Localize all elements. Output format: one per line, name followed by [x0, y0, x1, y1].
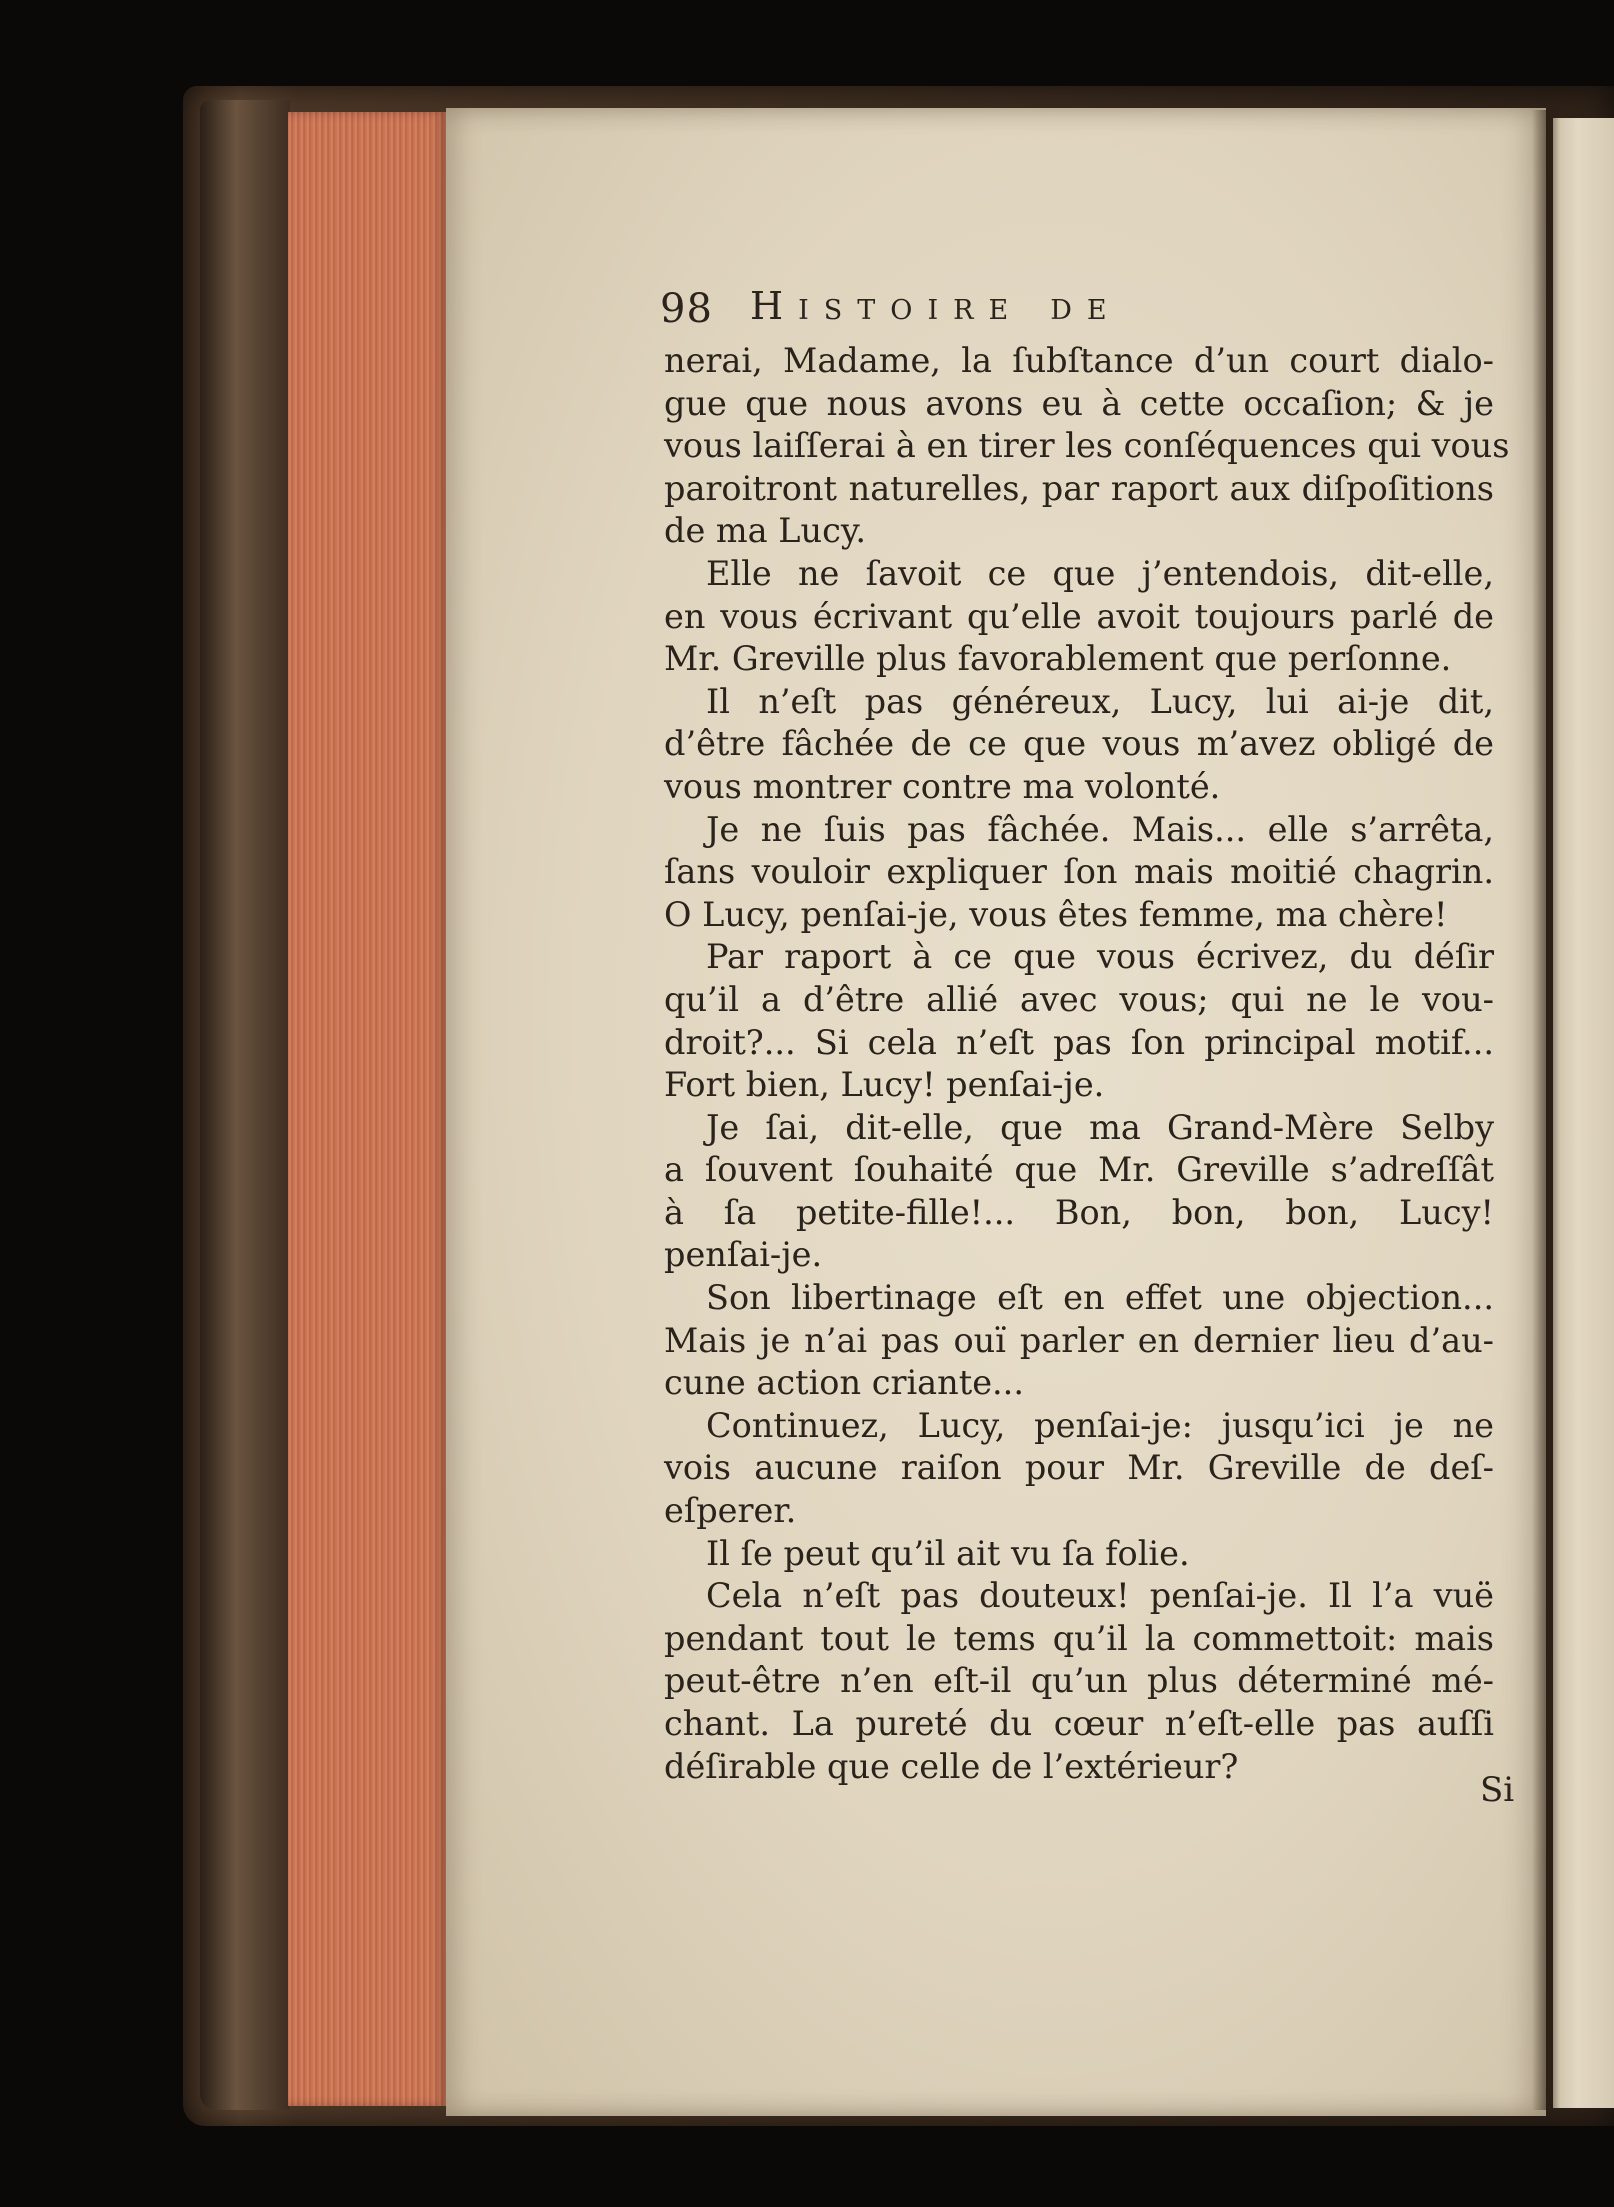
text-line: O Lucy, penſai-je, vous êtes femme, ma chère!: [664, 894, 1448, 934]
text-line: eſperer.: [664, 1491, 797, 1531]
text-line: gue que nous avons eu à cette occaſion; & je: [664, 383, 1494, 423]
book-gutter: [1532, 110, 1560, 2110]
text-line: Il ſe peut qu’il ait vu ſa folie.: [706, 1533, 1190, 1573]
right-page-sliver: [1553, 118, 1614, 2108]
text-line: en vous écrivant qu’elle avoit toujours parlé de: [664, 596, 1494, 636]
text-line: chant. La pureté du cœur n’eſt-elle pas auſſi: [664, 1704, 1494, 1743]
text-line: vois aucune raiſon pour Mr. Greville de deſ-: [664, 1448, 1494, 1488]
text-line: Je ne ſuis pas fâchée. Mais... elle s’arrêta,: [706, 809, 1494, 849]
text-line: Continuez, Lucy, penſai-je: jusqu’ici je ne: [706, 1405, 1494, 1445]
text-line: Elle ne ſavoit ce que j’entendois, dit-elle,: [706, 553, 1494, 593]
body-text: [664, 340, 1510, 1820]
text-line: Il n’eſt pas généreux, Lucy, lui ai-je dit,: [706, 681, 1494, 721]
text-line: cune action criante...: [664, 1363, 1024, 1403]
page-header: [660, 282, 1520, 342]
text-line: à ſa petite-fille!... Bon, bon, bon, Lucy!: [664, 1192, 1494, 1232]
page-edges-stack: [288, 112, 446, 2106]
text-line: Mr. Greville plus favorablement que perſonne.: [664, 639, 1452, 679]
text-line: de ma Lucy.: [664, 511, 867, 551]
running-head: Histoire de: [750, 284, 1122, 328]
text-line: vous laiſſerai à en tirer les conſéquences qui vous: [664, 426, 1510, 466]
text-line: nerai, Madame, la ſubſtance d’un court dialo-: [664, 341, 1494, 380]
book-spine-edge: [200, 100, 290, 2110]
text-line: penſai-je.: [664, 1235, 823, 1275]
text-line: d’être fâchée de ce que vous m’avez obligé de: [664, 724, 1494, 764]
text-line: Cela n’eſt pas douteux! penſai-je. Il l’a vuë: [706, 1576, 1494, 1616]
text-line: droit?... Si cela n’eſt pas ſon principal motif...: [664, 1022, 1494, 1062]
text-line: peut-être n’en eſt-il qu’un plus déterminé mé-: [664, 1661, 1494, 1701]
catchword: Si: [1480, 1770, 1515, 1810]
text-line: Je ſai, dit-elle, que ma Grand-Mère Selby: [706, 1107, 1494, 1147]
text-line: vous montrer contre ma volonté.: [664, 766, 1221, 806]
text-line: a ſouvent ſouhaité que Mr. Greville s’adreſſât: [664, 1150, 1494, 1190]
text-line: ſans vouloir expliquer ſon mais moitié chagrin.: [664, 852, 1494, 892]
text-line: qu’il a d’être allié avec vous; qui ne le vou-: [664, 979, 1494, 1019]
text-line: pendant tout le tems qu’il la commettoit: mais: [664, 1618, 1494, 1658]
page-number: 98: [660, 286, 713, 332]
text-line: Fort bien, Lucy! penſai-je.: [664, 1065, 1105, 1105]
text-line: Mais je n’ai pas ouï parler en dernier lieu d’au-: [664, 1320, 1494, 1360]
text-line: déſirable que celle de l’extérieur?: [664, 1746, 1239, 1786]
text-line: paroitront naturelles, par raport aux diſpoſitions: [664, 468, 1494, 508]
text-line: Par raport à ce que vous écrivez, du déſir: [706, 937, 1494, 977]
text-line: Son libertinage eſt en effet une objection...: [706, 1278, 1494, 1318]
